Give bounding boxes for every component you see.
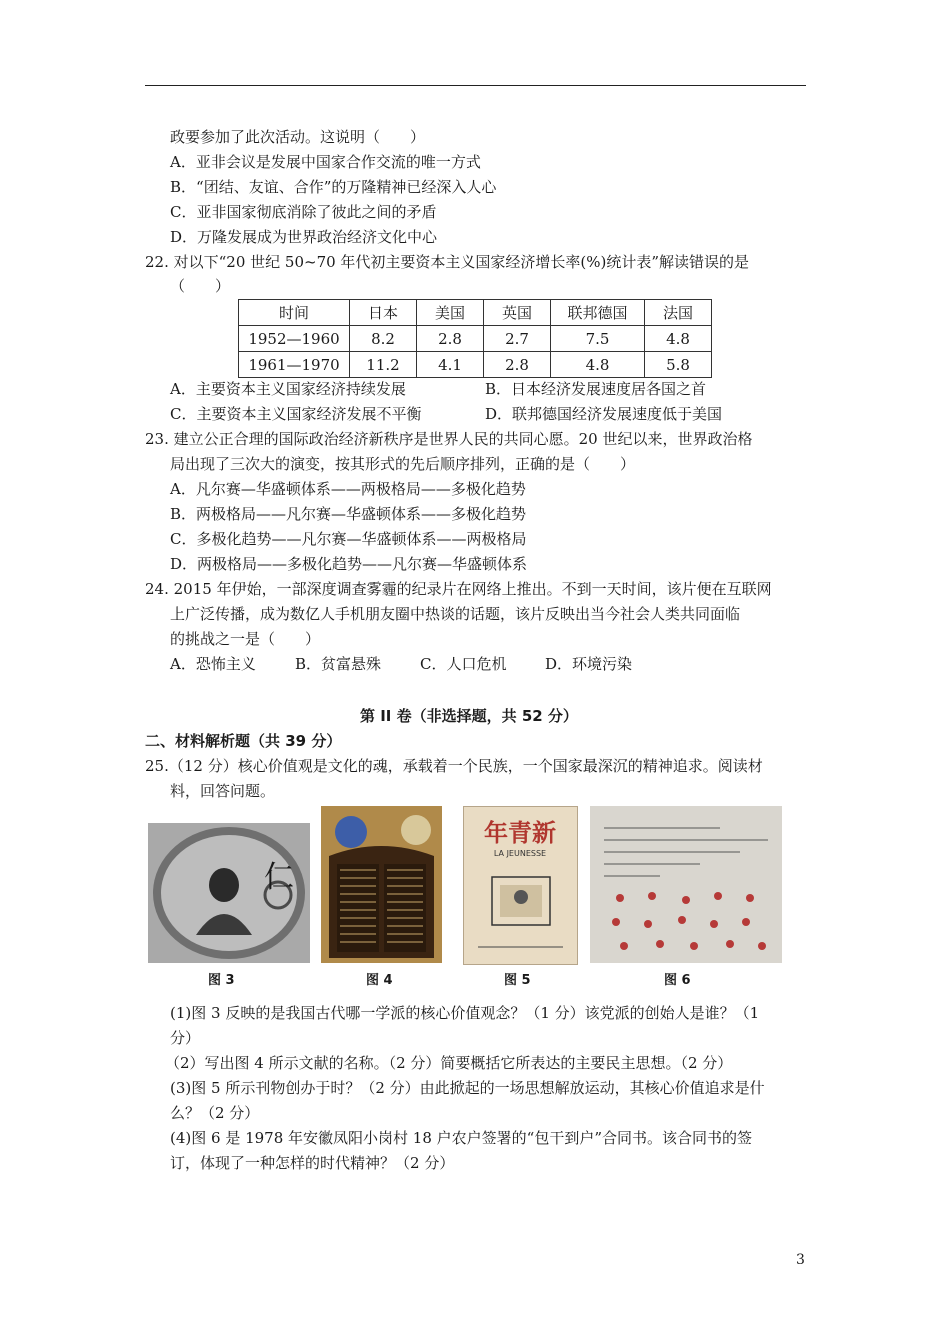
table-row (239, 352, 712, 378)
section-title: 第 II 卷（非选择题，共 52 分） (360, 707, 578, 725)
q23-option-c: C．多极化趋势——凡尔赛—华盛顿体系——两极格局 (170, 530, 527, 548)
table-cell: 2.8 (484, 352, 551, 378)
q22-answer-paren: （ ） (170, 277, 231, 295)
q24-stem-line-3: 的挑战之一是（ ） (170, 630, 321, 648)
q22-option-c: C．主要资本主义国家经济发展不平衡 (170, 405, 422, 423)
q24-option-c: C．人口危机 (420, 655, 507, 673)
q22-stem: 22. 对以下“20 世纪 50~70 年代初主要资本主义国家经济增长率(%)统计表”解读错误的是 (145, 253, 750, 271)
q25-question-2: （2）写出图 4 所示文献的名称。（2 分）简要概括它所表达的主要民主思想。（2 分） (165, 1054, 733, 1072)
table-header-row (239, 300, 712, 326)
question-intro-text: 政要参加了此次活动。这说明（ ） (170, 128, 426, 146)
q25-question-1-line-2: 分） (170, 1029, 201, 1047)
q22-option-d: D．联邦德国经济发展速度低于美国 (485, 405, 723, 423)
q21-option-a: A．亚非会议是发展中国家合作交流的唯一方式 (170, 153, 481, 171)
header-rule (145, 85, 806, 86)
q25-question-3-line-1: (3)图 5 所示刊物创办于时？（2 分）由此掀起的一场思想解放运动，其核心价值追求是什 (170, 1079, 765, 1097)
figure-6-image (590, 806, 782, 963)
q25-stem-line-1: 25.（12 分）核心价值观是文化的魂，承载着一个民族，一个国家最深沉的精神追求。阅读材 (145, 757, 763, 775)
figure-5-title: 年青新 (484, 819, 556, 847)
figure-6-caption: 图 6 (664, 973, 691, 988)
q23-stem-line-1: 23. 建立公正合理的国际政治经济新秩序是世界人民的共同心愿。20 世纪以来，世界政治格 (145, 430, 753, 448)
figure-4-image (321, 806, 442, 963)
q21-option-d: D．万隆发展成为世界政治经济文化中心 (170, 228, 438, 246)
figure-5-image (463, 806, 578, 965)
table-cell: 4.1 (417, 352, 484, 378)
q21-option-c: C．亚非国家彻底消除了彼此之间的矛盾 (170, 203, 437, 221)
table-header-cell: 时间 (239, 300, 350, 326)
figure-3-image (148, 823, 310, 963)
q23-option-b: B．两极格局——凡尔赛—华盛顿体系——多极化趋势 (170, 505, 527, 523)
figure-3-ren-character: 仁 (264, 860, 294, 895)
q22-option-a: A．主要资本主义国家经济持续发展 (170, 380, 406, 398)
q25-stem-line-2: 料，回答问题。 (170, 782, 276, 800)
page-number: 3 (796, 1252, 805, 1268)
q24-stem-line-2: 上广泛传播，成为数亿人手机朋友圈中热谈的话题，该片反映出当今社会人类共同面临 (170, 605, 741, 623)
q25-question-4-line-1: (4)图 6 是 1978 年安徽凤阳小岗村 18 户农户签署的“包干到户”合同书。该合同书的签 (170, 1129, 753, 1147)
q23-option-a: A．凡尔赛—华盛顿体系——两极格局——多极化趋势 (170, 480, 526, 498)
part-title: 二、材料解析题（共 39 分） (145, 732, 342, 750)
q25-question-3-line-2: 么？（2 分） (170, 1104, 260, 1122)
table-cell: 4.8 (551, 352, 645, 378)
table-cell: 11.2 (350, 352, 417, 378)
q24-option-b: B．贫富悬殊 (295, 655, 382, 673)
table-cell: 1961—1970 (239, 352, 350, 378)
figure-5-subtitle: LA JEUNESSE (493, 849, 547, 858)
q24-option-a: A．恐怖主义 (170, 655, 256, 673)
figure-3-caption: 图 3 (208, 973, 235, 988)
table-header-cell: 日本 (350, 300, 417, 326)
q24-stem-line-1: 24. 2015 年伊始，一部深度调查雾霾的纪录片在网络上推出。不到一天时间，该片便在互联网 (145, 580, 772, 598)
figure-4-caption: 图 4 (366, 973, 393, 988)
table-header-cell: 联邦德国 (551, 300, 645, 326)
table-cell: 2.7 (484, 326, 551, 352)
table-header-cell: 美国 (417, 300, 484, 326)
table-header-cell: 英国 (484, 300, 551, 326)
table-row (239, 326, 712, 352)
q24-option-d: D．环境污染 (545, 655, 633, 673)
table-cell: 4.8 (645, 326, 712, 352)
q22-option-b: B．日本经济发展速度居各国之首 (485, 380, 707, 398)
table-cell: 5.8 (645, 352, 712, 378)
q21-option-b: B．“团结、友谊、合作”的万隆精神已经深入人心 (170, 178, 497, 196)
growth-rate-table (238, 299, 712, 378)
table-cell: 2.8 (417, 326, 484, 352)
table-cell: 8.2 (350, 326, 417, 352)
q25-question-4-line-2: 订，体现了一种怎样的时代精神？（2 分） (170, 1154, 455, 1172)
q23-stem-line-2: 局出现了三次大的演变，按其形式的先后顺序排列，正确的是（ ） (170, 455, 636, 473)
figure-5-caption: 图 5 (504, 973, 531, 988)
table-cell: 7.5 (551, 326, 645, 352)
q25-question-1-line-1: (1)图 3 反映的是我国古代哪一学派的核心价值观念？（1 分）该党派的创始人是谁？（1 (170, 1004, 760, 1022)
q23-option-d: D．两极格局——多极化趋势——凡尔赛—华盛顿体系 (170, 555, 528, 573)
table-header-cell: 法国 (645, 300, 712, 326)
table-cell: 1952—1960 (239, 326, 350, 352)
